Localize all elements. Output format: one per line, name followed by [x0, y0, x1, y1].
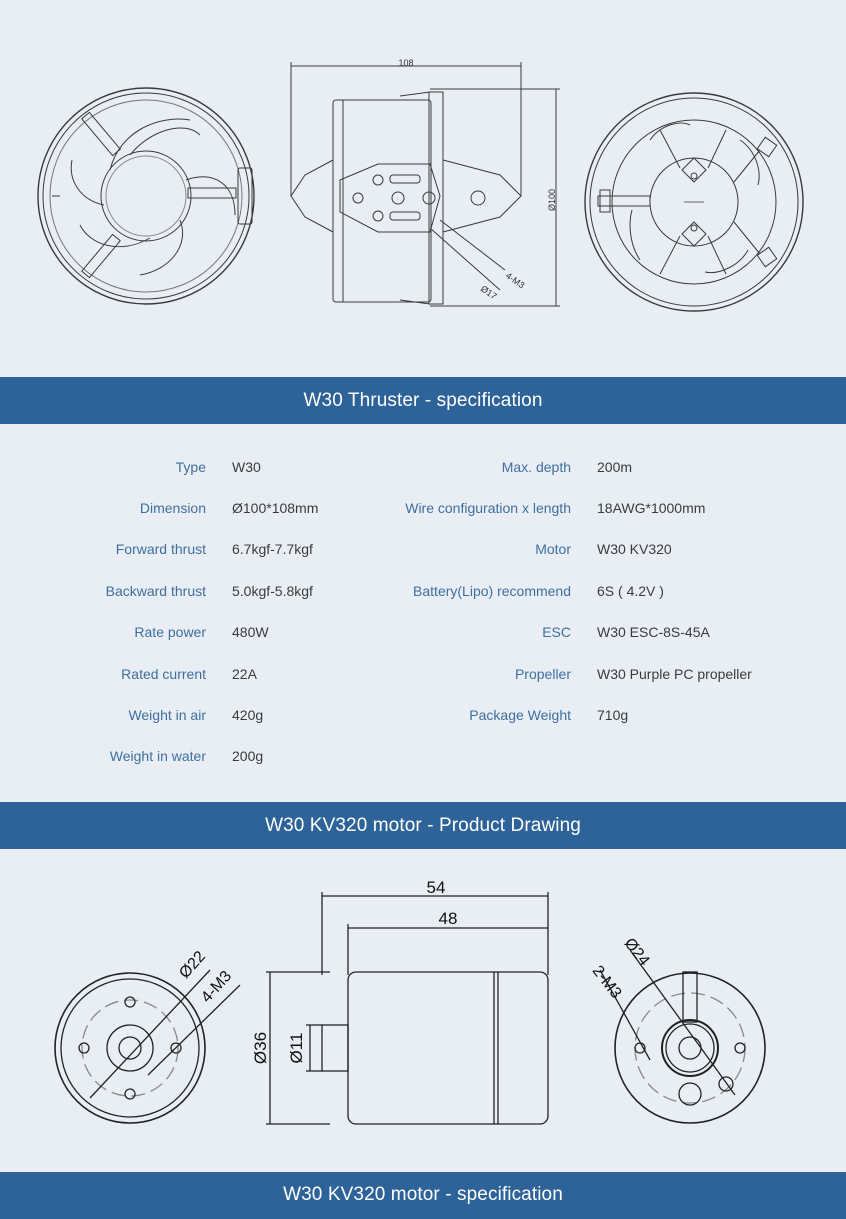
thruster-side-view [291, 62, 560, 306]
thruster-dim-hole-dia: Ø17 [478, 283, 499, 302]
spec-label: Rated current [121, 666, 206, 682]
spec-label: Forward thrust [115, 541, 206, 557]
spec-value: 6S ( 4.2V ) [597, 583, 664, 599]
spec-value: 420g [232, 707, 264, 723]
spec-label: Max. depth [501, 459, 571, 475]
spec-value: 200g [232, 748, 264, 764]
motor-rear-holes: 2-M3 [588, 962, 625, 1002]
thruster-front-view [38, 88, 254, 304]
motor-drawing-title: W30 KV320 motor - Product Drawing [265, 814, 581, 836]
spec-label: Motor [535, 541, 571, 557]
motor-drawing [0, 849, 846, 1172]
spec-value: W30 KV320 [597, 541, 672, 557]
motor-front-circle: Ø22 [176, 948, 210, 982]
thruster-dim-diameter: Ø100 [547, 188, 557, 212]
thruster-spec-header [0, 377, 846, 424]
spec-row [0, 666, 846, 688]
spec-label: ESC [542, 624, 571, 640]
spec-value: 480W [232, 624, 269, 640]
spec-value: 6.7kgf-7.7kgf [232, 541, 313, 557]
spec-label: Rate power [134, 624, 206, 640]
spec-value: W30 Purple PC propeller [597, 666, 752, 682]
spec-value: 22A [232, 666, 257, 682]
motor-side-view [266, 892, 548, 1124]
spec-label: Backward thrust [105, 583, 206, 599]
spec-value: 18AWG*1000mm [597, 500, 706, 516]
motor-spec-title: W30 KV320 motor - specification [283, 1184, 563, 1205]
spec-row [0, 707, 846, 729]
spec-value: W30 [232, 459, 261, 475]
spec-label: Battery(Lipo) recommend [413, 583, 571, 599]
spec-row [0, 459, 846, 481]
motor-dim-total-length: 54 [426, 878, 446, 897]
spec-label: Type [175, 459, 206, 475]
thruster-dim-holes: 4-M3 [503, 270, 527, 291]
thruster-drawing [0, 0, 846, 377]
thruster-spec-title: W30 Thruster - specification [303, 389, 543, 411]
spec-value: 710g [597, 707, 629, 723]
motor-dim-body-length: 48 [438, 909, 458, 928]
motor-rear-circle: Ø24 [620, 935, 653, 970]
spec-label: Weight in water [109, 748, 206, 764]
spec-label: Package Weight [469, 707, 571, 723]
spec-table [0, 424, 846, 802]
motor-spec-header [0, 1172, 846, 1219]
motor-drawing-header [0, 802, 846, 849]
thruster-dim-length: 108 [398, 58, 414, 68]
spec-row [0, 583, 846, 605]
spec-label: Dimension [139, 500, 206, 516]
spec-value: 5.0kgf-5.8kgf [232, 583, 313, 599]
spec-label: Propeller [514, 666, 571, 682]
thruster-rear-view [585, 93, 803, 311]
spec-label: Weight in air [128, 707, 206, 723]
motor-front-holes: 4-M3 [198, 967, 236, 1007]
motor-dim-body-dia: Ø36 [251, 1031, 270, 1065]
motor-dim-shaft-dia: Ø11 [287, 1032, 306, 1064]
motor-rear-view [600, 950, 765, 1123]
spec-row [0, 748, 846, 770]
spec-value: 200m [597, 459, 633, 475]
spec-row [0, 624, 846, 646]
spec-value: W30 ESC-8S-45A [597, 624, 710, 640]
spec-row [0, 541, 846, 563]
spec-value: Ø100*108mm [232, 500, 319, 516]
spec-label: Wire configuration x length [405, 500, 571, 516]
spec-row [0, 500, 846, 522]
